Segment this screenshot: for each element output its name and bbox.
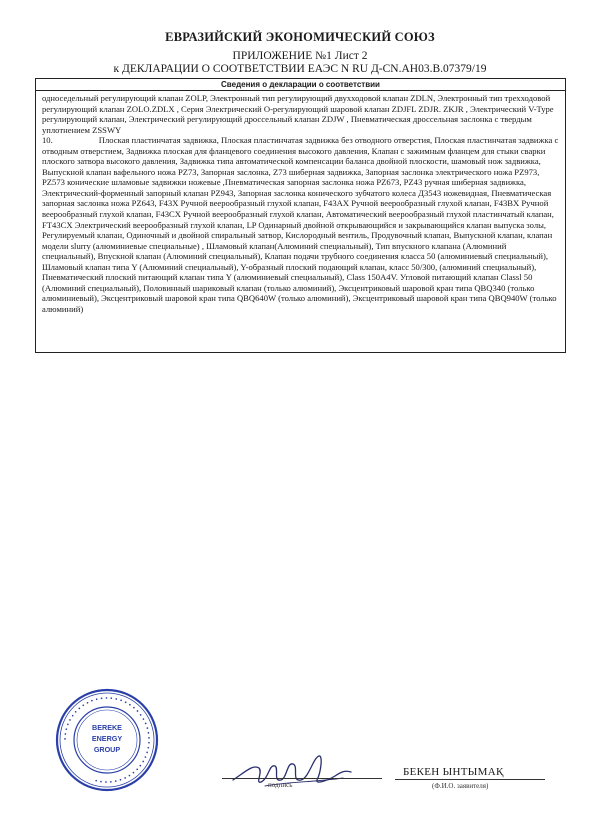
name-line bbox=[395, 779, 545, 780]
seal-text-line: ENERGY bbox=[91, 734, 123, 743]
declaration-info-table bbox=[35, 78, 566, 353]
name-caption: (Ф.И.О. заявителя) bbox=[432, 782, 489, 790]
company-seal bbox=[55, 688, 159, 792]
seal-text-line: BEREKE bbox=[92, 723, 122, 732]
union-title: ЕВРАЗИЙСКИЙ ЭКОНОМИЧЕСКИЙ СОЮЗ bbox=[165, 30, 435, 44]
handwritten-signature bbox=[225, 742, 360, 802]
paragraph-item-10 bbox=[42, 135, 560, 314]
item-number: 10. bbox=[42, 135, 53, 146]
declaration-number: к ДЕКЛАРАЦИИ О СООТВЕТСТВИИ ЕАЭС N RU Д-CN.АН03.В.07379/19 bbox=[113, 63, 487, 75]
signature-line bbox=[222, 778, 382, 779]
appendix-title: ПРИЛОЖЕНИЕ №1 Лист 2 bbox=[232, 50, 368, 62]
table-body bbox=[36, 91, 565, 314]
paragraph-continued: односедельный регулирующий клапан ZOLP, Электронный тип регулирующий двухходовой клапан ZDLN, Электронный тип трехходовой регулирующий клапан ZOLO.ZDLX , Серия Электрический O-регулирующий шаровой клапан ZDJFL ZDJR. ZKJR , Электрический V-Type регулирующий клапан, Электрический регулирующий дроссельный клапан ZDJW , Пневматическая дроссельная заслонка с твердым уплотнением ZSSWY bbox=[42, 93, 554, 135]
seal-text-line: GROUP bbox=[93, 745, 121, 754]
signature-caption: подпись bbox=[268, 781, 293, 789]
item-10-text: Плоская пластинчатая задвижка, Плоская пластинчатая задвижка без отводного отверстия, Плоская пластинчатая задвижка с отводным отверстием, Задвижка плоская для фланцевого соединения высокого давления, Клапан с зажимным фланцем для стыки сварки плоского затвора высокого давления, Задвижка типа автоматической компенсации баланса двойной плоскости, шамовый нож задвижка, Выпускной клапан вафельного ножа PZ73, Запорная заслонка, Z73 шиберная задвижка, Запорная заслонка электрического ножа PZ973, PZ573 конические шламовые задвижки ножевые ,Пневматическая запорная заслонка ножа PZ673, PZ43 ручная шиберная задвижка, Электрический-форменный запорный клапан PZ943, Запорная заслонка конического зубчатого колеса Д3543 ножевидная, Пневматическая запорная заслонка ножа PZ643, F43X Ручной веерообразный глухой клапан, F43AX Ручной веерообразный глухой клапан, F43BX Ручной веерообразный глухой клапан, F43CX Ручной веерообразный глухой клапан, Автоматический веерообразный глухой пластинчатый клапан, FT43CX Электрический веерообразный глухой клапан, LP Одинарный двойной открывающийся и закрывающийся клапан выпуска золы, Регулируемый клапан, Одиночный и двойной спиральный затвор, Кислородный вентиль, Продувочный клапан, Выпускной клапан, клапан модели slurry (алюминиевые специальные) , Шламовый клапан(Алюминий специальный), Тип впускного клапана (Алюминий специальный), Впускной клапан (Алюминий специальный), Клапан подачи трубного соединения класса 50 (алюминиевый специальный), Шламовый клапан типа Y (Алюминий специальный), Y-образный плоский подающий клапан, класс 50/300, (алюминий специальный), Пневматический плоский питающий клапан типа Y (алюминиевый специальный), Class 150A4V. Угловой питающий клапан Classl 50 (Алюминий специальный), Половинный шариковый клапан (только алюминий), Эксцентриковый шаровой кран типа QBQ340 (только алюминиевый), Эксцентриковый шаровой кран типа QBQ640W (только алюминий), Эксцентриковый шаровой кран типа QBQ940W (только алюминий) bbox=[42, 135, 559, 314]
applicant-name: БЕКЕН ЫНТЫМАҚ bbox=[403, 766, 504, 778]
table-heading: Сведения о декларации о соответствии bbox=[36, 79, 565, 91]
svg-text:• • • • • • • • • • • • • • •: • • • • • • • • • • • • • • • • • • • • • • • • • • • • • • • • • • • • • • • • • • • bbox=[61, 694, 153, 786]
